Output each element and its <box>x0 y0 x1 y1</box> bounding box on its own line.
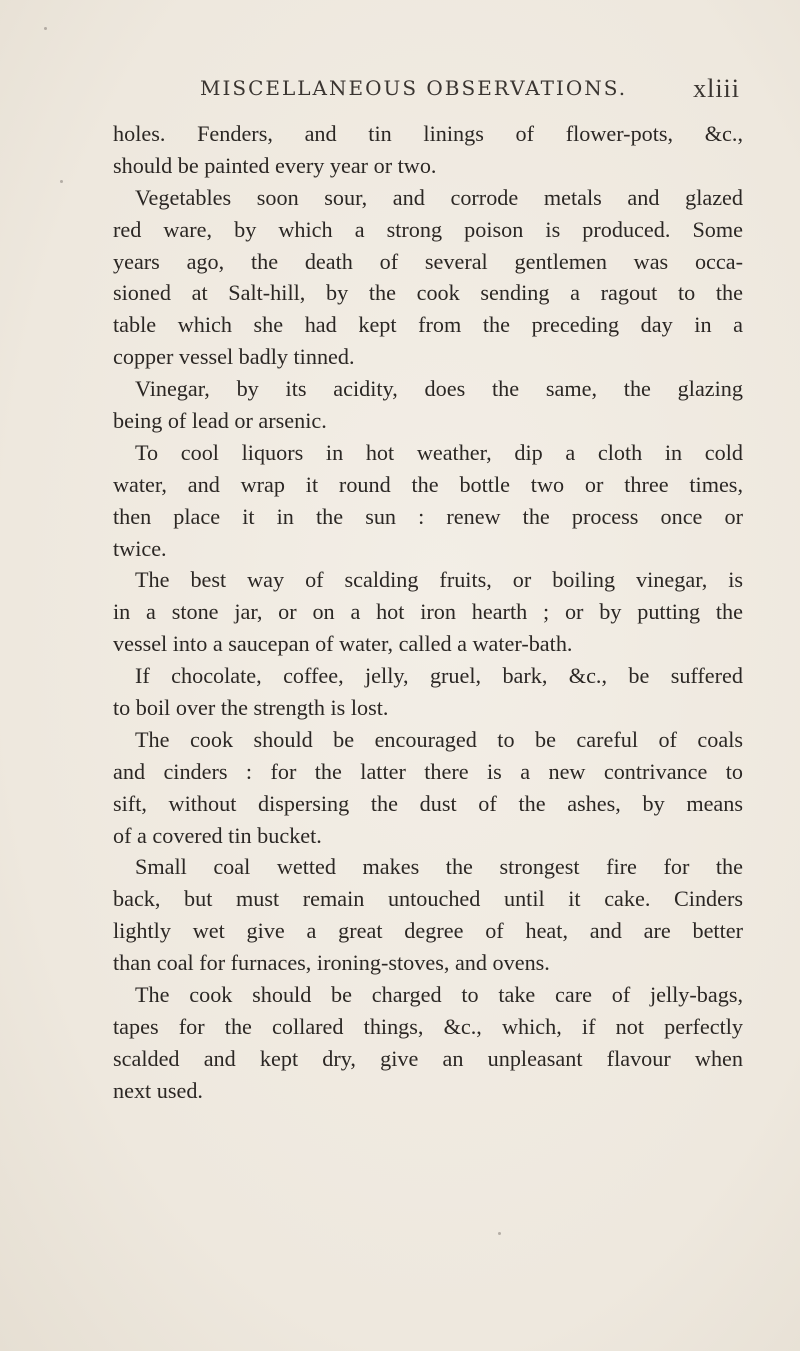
text-line: to boil over the strength is lost. <box>113 695 389 721</box>
text-line: If chocolate, coffee, jelly, gruel, bark, &c., be suffered <box>135 663 743 689</box>
text-line: should be painted every year or two. <box>113 152 437 178</box>
text-line: next used. <box>113 1077 203 1103</box>
text-line: The cook should be charged to take care of jelly-bags, <box>135 982 743 1008</box>
text-line: sift, without dispersing the dust of the ashes, by means <box>113 790 743 816</box>
text-line: back, but must remain untouched until it cake. Cinders <box>113 886 743 912</box>
text-line: years ago, the death of several gentlemen was occa- <box>113 248 743 274</box>
text-line: table which she had kept from the preceding day in a <box>113 312 743 338</box>
text-line: The best way of scalding fruits, or boiling vinegar, is <box>135 567 743 593</box>
text-line: and cinders : for the latter there is a new contrivance to <box>113 758 743 784</box>
text-line: scalded and kept dry, give an unpleasant flavour when <box>113 1045 743 1071</box>
text-line: The cook should be encouraged to be careful of coals <box>135 726 743 752</box>
text-line: Small coal wetted makes the strongest fire for the <box>135 854 743 880</box>
paper-speck <box>498 1232 501 1235</box>
text-line: of a covered tin bucket. <box>113 822 322 848</box>
text-line: tapes for the collared things, &c., which, if not perfectly <box>113 1013 743 1039</box>
text-line: then place it in the sun : renew the process once or <box>113 503 743 529</box>
text-line: Vegetables soon sour, and corrode metals and glazed <box>135 184 743 210</box>
text-line: sioned at Salt-hill, by the cook sending a ragout to the <box>113 280 743 306</box>
running-head: MISCELLANEOUS OBSERVATIONS. <box>200 76 628 100</box>
text-line: red ware, by which a strong poison is produced. Some <box>113 216 743 242</box>
text-line: in a stone jar, or on a hot iron hearth ; or by putting the <box>113 599 743 625</box>
text-line: vessel into a saucepan of water, called a water-bath. <box>113 631 573 657</box>
text-line: water, and wrap it round the bottle two or three times, <box>113 471 743 497</box>
text-line: twice. <box>113 535 167 561</box>
page-number: xliii <box>693 74 740 103</box>
text-line: lightly wet give a great degree of heat, and are better <box>113 918 743 944</box>
text-line: Vinegar, by its acidity, does the same, the glazing <box>135 376 743 402</box>
text-line: copper vessel badly tinned. <box>113 344 355 370</box>
text-line: holes. Fenders, and tin linings of flower-pots, &c., <box>113 121 743 146</box>
text-line: than coal for furnaces, ironing-stoves, and ovens. <box>113 950 550 976</box>
paper-speck <box>44 27 47 30</box>
text-line: To cool liquors in hot weather, dip a cloth in cold <box>135 439 743 465</box>
text-line: being of lead or arsenic. <box>113 408 327 434</box>
body-text <box>113 118 743 1107</box>
paper-speck <box>60 180 63 183</box>
page-header <box>0 68 800 108</box>
